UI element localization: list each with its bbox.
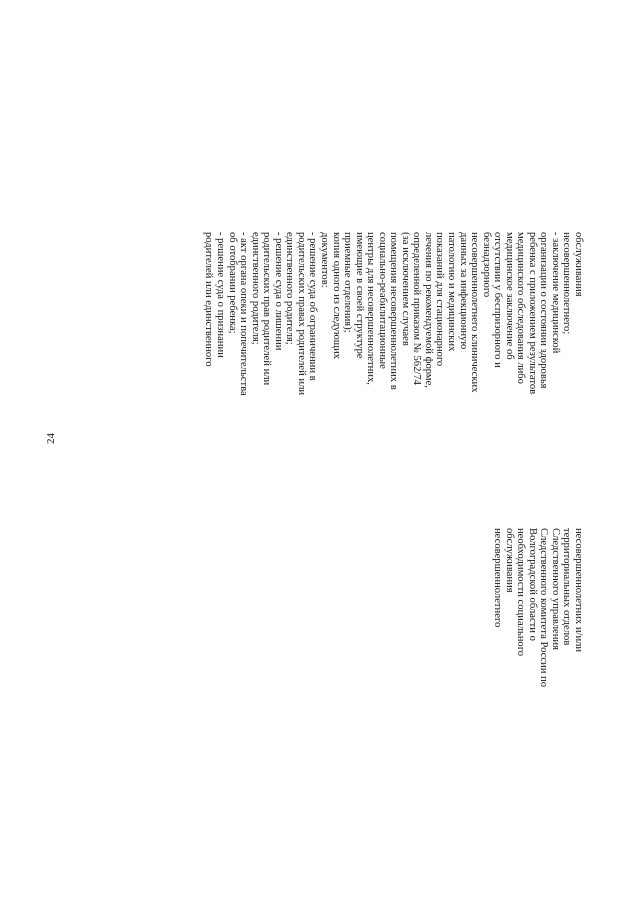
text-line: - акт органа опеки и попечительства	[238, 232, 250, 396]
text-line: безнадзорного	[480, 232, 492, 298]
text-line: социально-реабилитационные	[376, 232, 388, 369]
text-line: определенной приказом № 562/74	[411, 232, 423, 385]
text-line: организации о состоянии здоровья	[538, 232, 550, 389]
text-line: родительских правах родителей или	[295, 232, 307, 396]
text-line: несовершеннолетнего клинических	[469, 232, 481, 393]
text-line: - решение суда о признании	[215, 232, 227, 358]
text-line: центры для несовершеннолетних,	[365, 232, 377, 385]
text-line: несовершеннолетних и/или	[573, 528, 584, 653]
text-line: (за исключением случаев	[399, 232, 411, 346]
text-line: - решение суда об ограничении в	[307, 232, 319, 381]
text-line: - решение суда о лишении	[272, 232, 284, 351]
text-line: Следственного управления	[549, 528, 561, 650]
page-number: 24	[45, 433, 57, 444]
text-line: территориальных отделов	[561, 528, 573, 646]
text-line: необходимости социального	[515, 528, 527, 657]
text-line: отсутствии у беспризорного и	[492, 232, 504, 368]
text-line: единственного родителя;	[284, 232, 296, 345]
text-line: об отобрании ребенка;	[226, 232, 238, 334]
text-line: несовершеннолетнего;	[561, 232, 573, 335]
text-line: несовершеннолетнего	[492, 528, 504, 628]
text-line: имеющие в своей структуре	[353, 232, 365, 359]
text-line: медицинского обследования либо	[515, 232, 527, 384]
text-line: - заключение медицинской	[549, 232, 561, 354]
text-line: помещения несовершеннолетних в	[388, 232, 400, 390]
text-line: патологию и медицинских	[445, 232, 457, 352]
text-line: лечения по рекомендуемой форме,	[422, 232, 434, 388]
right-column	[492, 528, 584, 788]
text-line: родителей или единственного	[203, 232, 215, 367]
text-line: данных за инфекционную	[457, 232, 469, 350]
text-line: ребенка с приложением результатов	[526, 232, 538, 395]
text-line: приемные отделения);	[342, 232, 354, 333]
text-line: Следственного комитета России по	[538, 528, 550, 688]
text-line: документов:	[318, 232, 330, 288]
text-line: Волгоградской области о	[526, 528, 538, 641]
text-line: обслуживания	[503, 528, 515, 593]
left-column	[203, 232, 584, 532]
text-line: медицинское заключение об	[503, 232, 515, 360]
text-line: обслуживания	[573, 232, 584, 297]
text-line: копия одного из следующих	[330, 232, 342, 359]
text-line: родительских прав родителей или	[261, 232, 273, 386]
text-line: единственного родителя;	[249, 232, 261, 345]
text-line: показаний для стационарного	[434, 232, 446, 367]
